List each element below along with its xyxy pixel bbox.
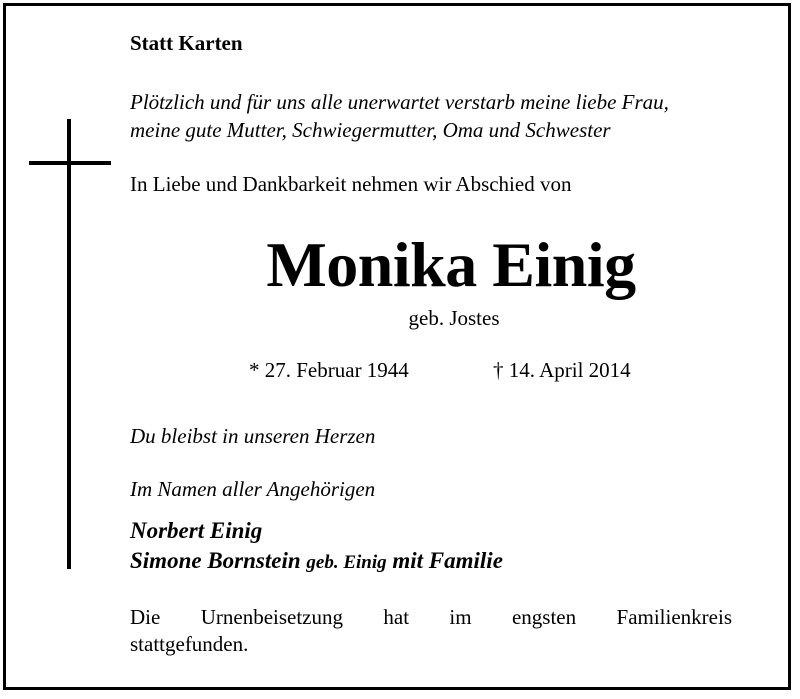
birth-name: geb. Jostes [408,306,500,330]
burial-note-line-1: Die Urnenbeisetzung hat im engsten Familienkreis [130,605,732,629]
abschied-text: In Liebe und Dankbarkeit nehmen wir Abschied von [130,172,572,196]
signer-2-birth-name: geb. Einig [306,552,387,573]
birth-date: * 27. Februar 1944 [249,358,409,382]
signer-1: Norbert Einig [130,518,263,543]
intro-line-2: meine gute Mutter, Schwiegermutter, Oma und Schwester [130,118,611,142]
death-date: † 14. April 2014 [493,358,631,382]
deceased-name: Monika Einig [266,229,636,300]
burial-note [130,604,732,658]
memorial-line: Du bleibst in unseren Herzen [130,424,376,448]
intro-text [130,88,669,144]
intro-line-1: Plötzlich und für uns alle unerwartet verstarb meine liebe Frau, [130,90,669,114]
cross-horizontal-bar [29,161,111,165]
cross-vertical-bar [67,119,71,569]
signer-2 [130,548,503,574]
signer-2-name: Simone Bornstein [130,548,301,573]
family-intro: Im Namen aller Angehörigen [130,477,376,501]
signer-2-suffix: mit Familie [392,548,503,573]
burial-note-line-2: stattgefunden. [130,632,249,656]
statt-karten-heading: Statt Karten [130,31,243,55]
